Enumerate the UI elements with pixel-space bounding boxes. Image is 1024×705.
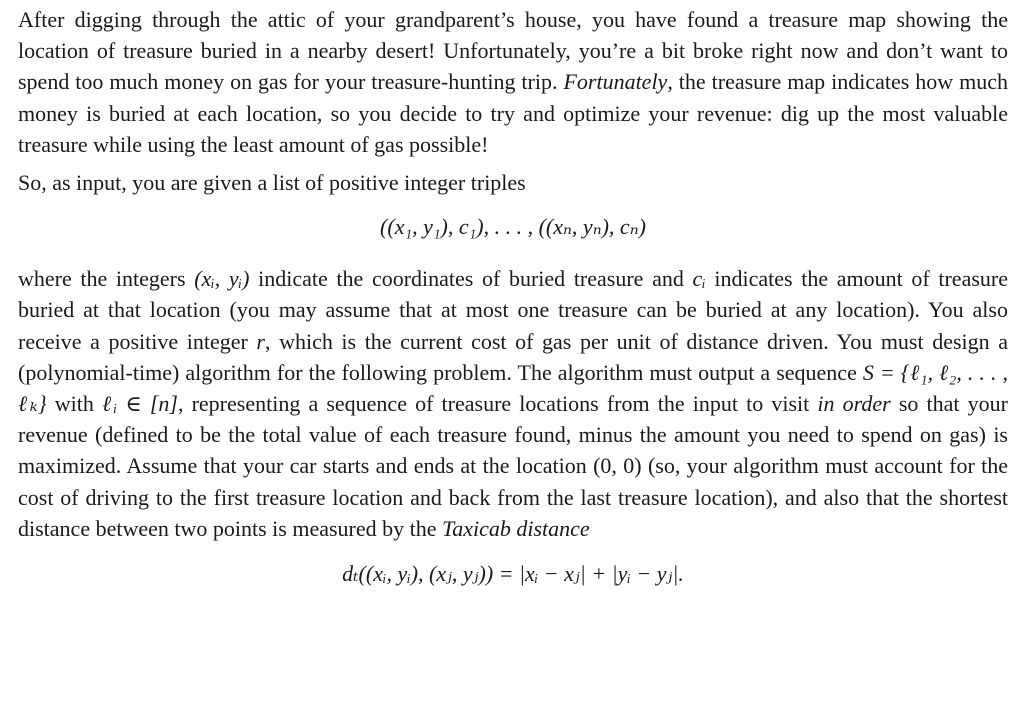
details-text: where the integers bbox=[18, 266, 195, 292]
taxicab-expression: dₜ((xᵢ, yᵢ), (xⱼ, yⱼ)) = |xᵢ − xⱼ| + |yᵢ − yⱼ|. bbox=[342, 561, 684, 587]
intro-paragraph bbox=[18, 4, 1008, 160]
details-text: so that your revenue (defined to be the total value of each treasure found, minus the amount you need to spend on gas) is maximized. Assume that your car starts and ends at the location bbox=[18, 391, 1008, 479]
details-text: (so, your algorithm must account for the cost of driving to the first treasure location and back from the last treasure location), and also that the shortest distance between two points is measured by the bbox=[18, 453, 1009, 541]
in-order-emphasis: in order bbox=[817, 391, 891, 417]
intro-text-continued: , the treasure map indicates how much money is buried at each location, so you decide to try and optimize your revenue: dig up the most valuable treasure while using the least amount of gas possible! bbox=[18, 69, 1008, 157]
details-text: , representing a sequence of treasure locations from the input to visit bbox=[177, 391, 818, 417]
intro-emphasis: Fortunately bbox=[563, 69, 668, 95]
intro-text: After digging through the attic of your grandparent’s house, you have found a treasure map showing the location of treasure buried in a nearby desert! Unfortunately, you’re a bit broke right now and don’t want to spend too much money on gas for your treasure-hunting trip. bbox=[18, 7, 1008, 95]
coordinate-math: (xᵢ, yᵢ) bbox=[194, 266, 250, 292]
details-text: indicates the amount of treasure buried at that location (you may assume that at most one treasure can be buried at any location). You also receive a positive integer bbox=[18, 266, 1008, 354]
origin-math: (0, 0) bbox=[593, 453, 642, 479]
input-triples-expression: ((x₁, y₁), c₁), . . . , ((xₙ, yₙ), cₙ) bbox=[380, 214, 646, 240]
details-text: indicate the coordinates of buried treasure and bbox=[249, 266, 693, 292]
index-math: ℓᵢ ∈ [n] bbox=[102, 391, 178, 417]
sequence-math: S = {ℓ₁, ℓ₂, . . . , ℓₖ} bbox=[18, 359, 1008, 417]
details-paragraph bbox=[18, 263, 1008, 544]
gas-cost-math: r bbox=[256, 328, 265, 354]
input-paragraph bbox=[18, 167, 1008, 198]
problem-statement bbox=[18, 4, 1008, 589]
taxicab-distance-formula bbox=[18, 558, 1008, 589]
details-text: , which is the current cost of gas per unit of distance driven. You must design a (polynomial-time) algorithm for the following problem. The algorithm must output a sequence bbox=[18, 328, 1009, 385]
amount-math: cᵢ bbox=[692, 266, 706, 292]
taxicab-emphasis: Taxicab distance bbox=[442, 515, 590, 541]
input-text: So, as input, you are given a list of positive integer triples bbox=[18, 170, 526, 196]
input-triples-formula bbox=[18, 211, 1008, 242]
details-text: with bbox=[46, 391, 102, 417]
